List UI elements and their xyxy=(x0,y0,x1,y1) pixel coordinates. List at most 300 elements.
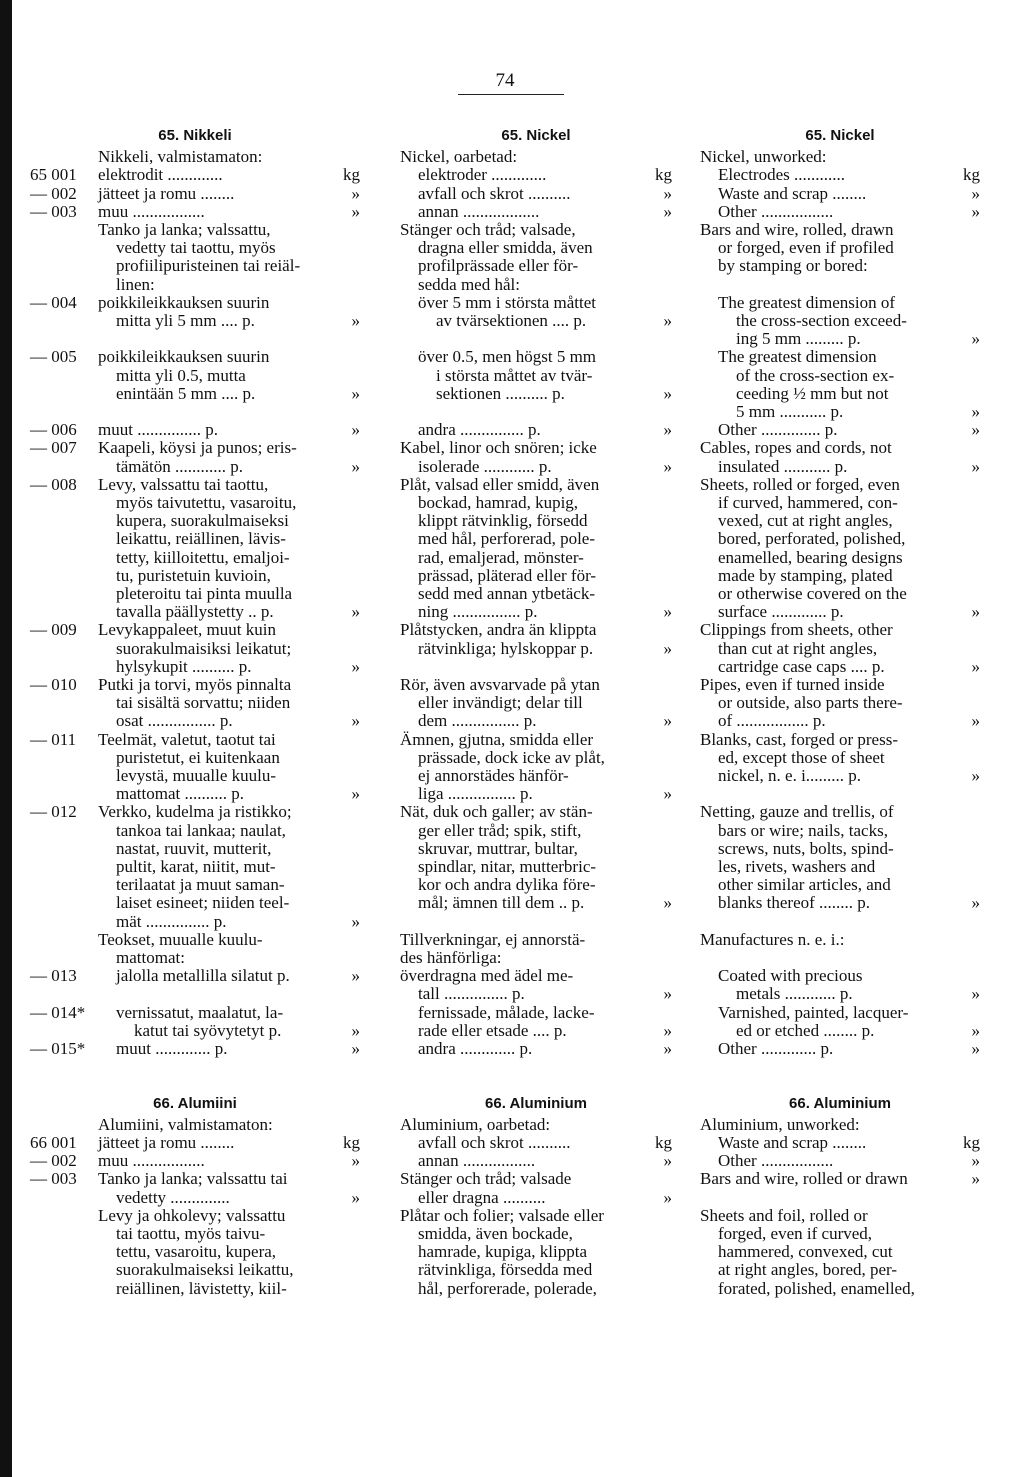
list-item xyxy=(30,203,360,221)
list-item xyxy=(30,676,360,694)
unit-mark: » xyxy=(351,784,360,804)
list-item xyxy=(30,367,360,385)
unit-mark: » xyxy=(663,602,672,622)
list-item xyxy=(400,1261,672,1279)
item-text: rad, emaljerad, mönster- xyxy=(418,547,584,567)
item-text: rätvinkliga; hylskoppar p. xyxy=(418,638,594,658)
list-item xyxy=(30,1261,360,1279)
list-item xyxy=(700,567,980,585)
list-item xyxy=(400,294,672,312)
section-heading: 65. Nickel xyxy=(501,127,571,144)
list-item xyxy=(400,803,672,821)
item-text: Rör, även avsvarvade på ytan xyxy=(400,675,600,694)
item-text: other similar articles, and xyxy=(718,875,891,895)
item-text: Other ................. xyxy=(718,1151,834,1171)
unit-mark: » xyxy=(663,1151,672,1171)
list-item xyxy=(30,476,360,494)
list-item xyxy=(30,749,360,767)
list-item xyxy=(700,803,980,821)
page-number-rule xyxy=(458,94,564,95)
unit-mark: » xyxy=(351,656,360,676)
list-item xyxy=(700,312,980,330)
item-text: muu ................. xyxy=(98,1151,205,1171)
unit-mark: » xyxy=(351,456,360,476)
item-text: Nickel, unworked: xyxy=(700,147,827,167)
item-text: Bars and wire, rolled, drawn xyxy=(700,220,894,239)
item-code: 66 001 xyxy=(30,1133,77,1152)
item-text: Stänger och tråd; valsade, xyxy=(400,220,576,239)
item-text: kor och andra dylika före- xyxy=(418,875,596,895)
list-item xyxy=(400,712,672,730)
list-item xyxy=(30,294,360,312)
list-item xyxy=(700,512,980,530)
item-code: — 007 xyxy=(30,438,77,458)
list-item xyxy=(700,640,980,658)
list-item xyxy=(700,257,980,275)
list-item xyxy=(700,203,980,221)
list-item xyxy=(700,1116,980,1134)
unit-mark: » xyxy=(971,1020,980,1040)
item-text: Electrodes ............ xyxy=(718,165,845,185)
unit-mark: » xyxy=(663,711,672,731)
unit-mark: kg xyxy=(343,1133,360,1152)
unit-mark: » xyxy=(971,711,980,731)
list-item xyxy=(30,712,360,730)
item-text: Teokset, muualle kuulu- xyxy=(98,929,263,949)
list-item xyxy=(400,385,672,403)
section-heading: 66. Alumiini xyxy=(153,1094,237,1112)
unit-mark: kg xyxy=(963,165,980,185)
item-text: forated, polished, enamelled, xyxy=(718,1278,915,1298)
list-item xyxy=(700,712,980,730)
unit-mark: » xyxy=(351,311,360,330)
item-text: rade eller etsade .... p. xyxy=(418,1020,567,1040)
item-text: sektionen .......... p. xyxy=(436,383,565,403)
item-text: terilaatat ja muut saman- xyxy=(116,875,285,895)
item-text: kupera, suorakulmaiseksi xyxy=(116,511,289,531)
item-text: avfall och skrot .......... xyxy=(418,1133,571,1152)
list-item xyxy=(400,494,672,512)
item-text: leikattu, reiällinen, lävis- xyxy=(116,529,286,549)
item-text: Aluminium, unworked: xyxy=(700,1114,860,1134)
list-item xyxy=(30,1243,360,1261)
list-item xyxy=(700,1134,980,1152)
item-text: bars or wire; nails, tacks, xyxy=(718,820,888,840)
list-item xyxy=(30,1116,360,1134)
item-text: Pipes, even if turned inside xyxy=(700,675,885,694)
item-text: The greatest dimension of xyxy=(718,292,896,312)
item-text: vedetty tai taottu, myös xyxy=(116,238,276,258)
list-item xyxy=(700,239,980,257)
item-code: — 014* xyxy=(30,1002,86,1022)
item-text: suorakulmaiseksi leikattu, xyxy=(116,1260,294,1280)
item-text: prässade, dock icke av plåt, xyxy=(418,747,605,767)
item-text: pleteroitu tai pinta muulla xyxy=(116,584,293,603)
list-item xyxy=(700,549,980,567)
list-item xyxy=(30,148,360,166)
item-text: mitta yli 5 mm .... p. xyxy=(116,311,255,330)
item-text: Nät, duk och galler; av stän- xyxy=(400,802,593,822)
item-text: tu, puristetuin kuvioin, xyxy=(116,565,271,585)
item-text: of ................. p. xyxy=(718,711,826,731)
item-text: Sheets, rolled or forged, even xyxy=(700,474,900,494)
unit-mark: » xyxy=(351,966,360,986)
item-text: The greatest dimension xyxy=(718,347,877,367)
list-item xyxy=(400,1280,672,1298)
item-text: ed or etched ........ p. xyxy=(736,1020,875,1040)
list-item xyxy=(30,494,360,512)
list-item xyxy=(400,694,672,712)
unit-mark: » xyxy=(663,420,672,440)
list-item xyxy=(30,931,360,949)
unit-mark: » xyxy=(971,602,980,622)
unit-mark: » xyxy=(351,383,360,403)
item-text: Ämnen, gjutna, smidda eller xyxy=(400,729,594,749)
unit-mark: » xyxy=(971,1151,980,1171)
unit-mark: » xyxy=(971,656,980,676)
list-item xyxy=(30,276,360,294)
item-text: elektroder ............. xyxy=(418,165,547,185)
unit-mark: » xyxy=(663,638,672,658)
item-text: tämätön ............ p. xyxy=(116,456,244,476)
item-text: skruvar, muttrar, bultar, xyxy=(418,838,578,858)
list-item xyxy=(30,803,360,821)
item-text: linen: xyxy=(116,274,155,294)
item-text: tankoa tai lankaa; naulat, xyxy=(116,820,286,840)
unit-mark: » xyxy=(663,984,672,1004)
item-text: ger eller tråd; spik, stift, xyxy=(418,820,582,840)
list-item xyxy=(700,185,980,203)
item-text: profiilipuristeinen tai reiäl- xyxy=(116,256,301,276)
item-text: mät ............... p. xyxy=(116,911,227,931)
unit-mark: » xyxy=(971,1039,980,1058)
item-text: sedd med annan ytbetäck- xyxy=(418,584,596,603)
list-item xyxy=(30,731,360,749)
item-text: profilprässade eller för- xyxy=(418,256,579,276)
item-text: isolerade ............ p. xyxy=(418,456,552,476)
unit-mark: » xyxy=(351,1020,360,1040)
list-item xyxy=(700,840,980,858)
list-item xyxy=(30,221,360,239)
list-item xyxy=(700,931,980,949)
list-item xyxy=(700,148,980,166)
list-item xyxy=(30,822,360,840)
item-text: Nickel, oarbetad: xyxy=(400,147,518,167)
unit-mark: » xyxy=(971,456,980,476)
item-code: — 006 xyxy=(30,420,77,440)
item-text: Levykappaleet, muut kuin xyxy=(98,620,276,640)
item-text: 5 mm ........... p. xyxy=(736,402,844,421)
item-text: pultit, karat, niitit, mut- xyxy=(116,857,276,876)
item-text: i största måttet av tvär- xyxy=(436,365,593,385)
list-item xyxy=(700,403,980,421)
item-text: les, rivets, washers and xyxy=(718,857,876,876)
list-item xyxy=(400,1225,672,1243)
list-item xyxy=(30,621,360,639)
list-item xyxy=(30,385,360,403)
item-text: osat ................ p. xyxy=(116,711,233,731)
item-code: — 015* xyxy=(30,1039,86,1058)
item-text: metals ............ p. xyxy=(736,984,853,1004)
list-item xyxy=(30,585,360,603)
item-text: vexed, cut at right angles, xyxy=(718,511,893,531)
item-code: — 005 xyxy=(30,347,77,367)
item-text: nastat, ruuvit, mutterit, xyxy=(116,838,272,858)
item-text: vernissatut, maalatut, la- xyxy=(116,1002,284,1022)
list-item xyxy=(400,731,672,749)
list-item xyxy=(400,185,672,203)
item-code: 65 001 xyxy=(30,165,77,185)
list-item xyxy=(400,676,672,694)
list-item xyxy=(400,767,672,785)
item-text: enintään 5 mm .... p. xyxy=(116,383,256,403)
list-item xyxy=(30,767,360,785)
item-text: hål, perforerade, polerade, xyxy=(418,1278,597,1298)
item-text: tetty, kiilloitettu, emaljoi- xyxy=(116,547,290,567)
unit-mark: kg xyxy=(655,165,672,185)
list-item xyxy=(30,913,360,931)
item-text: ing 5 mm ......... p. xyxy=(736,329,861,349)
list-item xyxy=(700,585,980,603)
list-item xyxy=(30,567,360,585)
item-text: nickel, n. e. i......... p. xyxy=(718,766,862,785)
list-item xyxy=(400,967,672,985)
item-code: — 008 xyxy=(30,474,77,494)
list-item xyxy=(400,1152,672,1170)
item-text: jalolla metallilla silatut p. xyxy=(116,966,290,986)
list-item xyxy=(400,221,672,239)
list-item xyxy=(400,476,672,494)
item-text: levystä, muualle kuulu- xyxy=(116,766,277,785)
item-text: tai sisältä sorvattu; niiden xyxy=(116,693,291,713)
item-text: poikkileikkauksen suurin xyxy=(98,292,270,312)
item-text: ning ................ p. xyxy=(418,602,538,622)
list-item xyxy=(400,822,672,840)
item-text: katut tai syövytetyt p. xyxy=(134,1020,282,1040)
list-item xyxy=(400,512,672,530)
item-text: sedda med hål: xyxy=(418,274,520,294)
item-text: if curved, hammered, con- xyxy=(718,493,898,512)
list-item xyxy=(700,1225,980,1243)
item-text: Alumiini, valmistamaton: xyxy=(98,1114,273,1134)
unit-mark: » xyxy=(971,893,980,913)
item-text: Varnished, painted, lacquer- xyxy=(718,1002,909,1022)
item-text: bockad, hamrad, kupig, xyxy=(418,493,579,512)
list-item xyxy=(400,1040,672,1058)
list-item xyxy=(30,858,360,876)
list-item xyxy=(30,348,360,366)
unit-mark: » xyxy=(351,1151,360,1171)
list-item xyxy=(700,385,980,403)
item-text: andra ............. p. xyxy=(418,1039,533,1058)
list-item xyxy=(400,1170,672,1188)
list-item xyxy=(400,840,672,858)
unit-mark: » xyxy=(663,1187,672,1207)
list-item xyxy=(700,1040,980,1058)
item-text: tai taottu, myös taivu- xyxy=(116,1224,266,1243)
item-text: Levy, valssattu tai taottu, xyxy=(98,474,269,494)
list-item xyxy=(400,1004,672,1022)
section-heading: 65. Nickel xyxy=(805,127,875,144)
unit-mark: » xyxy=(351,201,360,221)
item-text: över 0.5, men högst 5 mm xyxy=(418,347,597,367)
item-text: Tanko ja lanka; valssattu tai xyxy=(98,1169,288,1189)
unit-mark: » xyxy=(663,311,672,330)
list-item xyxy=(400,439,672,457)
item-text: Clippings from sheets, other xyxy=(700,620,893,640)
item-text: the cross-section exceed- xyxy=(736,311,907,330)
list-item xyxy=(30,894,360,912)
item-text: klippt rätvinklig, försedd xyxy=(418,511,588,531)
item-text: Waste and scrap ........ xyxy=(718,183,867,203)
unit-mark: » xyxy=(663,1020,672,1040)
item-text: tall ............... p. xyxy=(418,984,525,1004)
scan-edge-bar xyxy=(0,0,12,1477)
list-item xyxy=(400,530,672,548)
page-number: 74 xyxy=(495,70,515,91)
item-text: mitta yli 0.5, mutta xyxy=(116,365,246,385)
unit-mark: » xyxy=(663,201,672,221)
item-text: or forged, even if profiled xyxy=(718,238,894,258)
unit-mark: » xyxy=(971,183,980,203)
unit-mark: » xyxy=(971,420,980,440)
list-item xyxy=(30,1207,360,1225)
item-text: ed, except those of sheet xyxy=(718,747,885,767)
item-text: Other ............. p. xyxy=(718,1039,834,1058)
item-text: överdragna med ädel me- xyxy=(400,966,574,986)
list-item xyxy=(30,949,360,967)
item-text: fernissade, målade, lacke- xyxy=(418,1002,595,1022)
item-text: av tvärsektionen .... p. xyxy=(436,311,587,330)
list-item xyxy=(400,876,672,894)
list-item xyxy=(700,1004,980,1022)
list-item xyxy=(400,1189,672,1207)
list-item xyxy=(400,640,672,658)
item-text: mattomat: xyxy=(116,948,185,967)
list-item xyxy=(400,421,672,439)
section-heading: 65. Nikkeli xyxy=(158,127,232,144)
list-item xyxy=(700,1243,980,1261)
item-code: — 003 xyxy=(30,201,77,221)
list-item xyxy=(700,1022,980,1040)
list-item xyxy=(400,1243,672,1261)
list-item xyxy=(30,1004,360,1022)
item-text: Verkko, kudelma ja ristikko; xyxy=(98,802,292,822)
list-item xyxy=(400,567,672,585)
item-text: hammered, convexed, cut xyxy=(718,1242,893,1262)
list-item xyxy=(30,1134,360,1152)
list-item xyxy=(700,731,980,749)
item-text: made by stamping, plated xyxy=(718,565,893,585)
unit-mark: kg xyxy=(343,165,360,185)
list-item xyxy=(700,1280,980,1298)
item-text: screws, nuts, bolts, spind- xyxy=(718,838,894,858)
list-item xyxy=(700,494,980,512)
list-item xyxy=(700,439,980,457)
item-text: Plåtar och folier; valsade eller xyxy=(400,1205,604,1225)
item-text: annan ................. xyxy=(418,1151,536,1171)
item-text: Tillverkningar, ej annorstä- xyxy=(400,929,586,949)
item-text: Plåtstycken, andra än klippta xyxy=(400,620,597,640)
list-item xyxy=(30,640,360,658)
list-item xyxy=(400,985,672,1003)
list-item xyxy=(700,876,980,894)
unit-mark: » xyxy=(663,383,672,403)
list-item xyxy=(30,694,360,712)
list-item xyxy=(400,348,672,366)
list-item xyxy=(30,421,360,439)
item-text: muut ............. p. xyxy=(116,1039,228,1058)
item-text: surface ............. p. xyxy=(718,602,844,622)
list-item xyxy=(400,166,672,184)
list-item xyxy=(400,785,672,803)
unit-mark: » xyxy=(663,1039,672,1058)
item-text: reiällinen, lävistetty, kiil- xyxy=(116,1278,287,1298)
item-text: than cut at right angles, xyxy=(718,638,878,658)
item-code: — 002 xyxy=(30,183,77,203)
list-item xyxy=(700,294,980,312)
unit-mark: » xyxy=(351,911,360,931)
unit-mark: » xyxy=(971,984,980,1004)
item-text: insulated ........... p. xyxy=(718,456,848,476)
list-item xyxy=(30,530,360,548)
item-text: at right angles, bored, per- xyxy=(718,1260,898,1280)
item-text: eller invändigt; delar till xyxy=(418,693,583,713)
item-text: Kaapeli, köysi ja punos; eris- xyxy=(98,438,297,458)
list-item xyxy=(700,985,980,1003)
list-item xyxy=(400,458,672,476)
list-item xyxy=(30,1170,360,1188)
item-text: by stamping or bored: xyxy=(718,256,868,276)
unit-mark: » xyxy=(971,402,980,421)
list-item xyxy=(30,785,360,803)
item-text: med hål, perforerad, pole- xyxy=(418,529,595,549)
list-item xyxy=(400,549,672,567)
item-code: — 013 xyxy=(30,966,77,986)
item-text: Manufactures n. e. i.: xyxy=(700,929,845,949)
unit-mark: » xyxy=(351,1039,360,1058)
list-item xyxy=(400,148,672,166)
item-text: bored, perforated, polished, xyxy=(718,529,906,549)
item-text: of the cross-section ex- xyxy=(736,365,895,385)
item-text: ej annorstädes hänför- xyxy=(418,766,569,785)
list-item xyxy=(400,312,672,330)
item-text: cartridge case caps .... p. xyxy=(718,656,885,676)
list-item xyxy=(700,694,980,712)
item-code: — 010 xyxy=(30,675,77,694)
list-item xyxy=(400,749,672,767)
list-item xyxy=(700,603,980,621)
list-item xyxy=(700,767,980,785)
list-item xyxy=(400,1134,672,1152)
list-item xyxy=(700,166,980,184)
item-text: Aluminium, oarbetad: xyxy=(400,1114,551,1134)
item-text: spindlar, nitar, mutterbric- xyxy=(418,857,597,876)
list-item xyxy=(700,421,980,439)
item-code: — 004 xyxy=(30,292,77,312)
list-item xyxy=(30,257,360,275)
unit-mark: » xyxy=(971,766,980,785)
list-item xyxy=(700,348,980,366)
unit-mark: » xyxy=(663,784,672,804)
list-item xyxy=(30,549,360,567)
list-item xyxy=(400,621,672,639)
list-item xyxy=(400,257,672,275)
item-text: dragna eller smidda, även xyxy=(418,238,593,258)
unit-mark: » xyxy=(663,893,672,913)
list-item xyxy=(30,658,360,676)
item-text: suorakulmaisiksi leikatut; xyxy=(116,638,292,658)
